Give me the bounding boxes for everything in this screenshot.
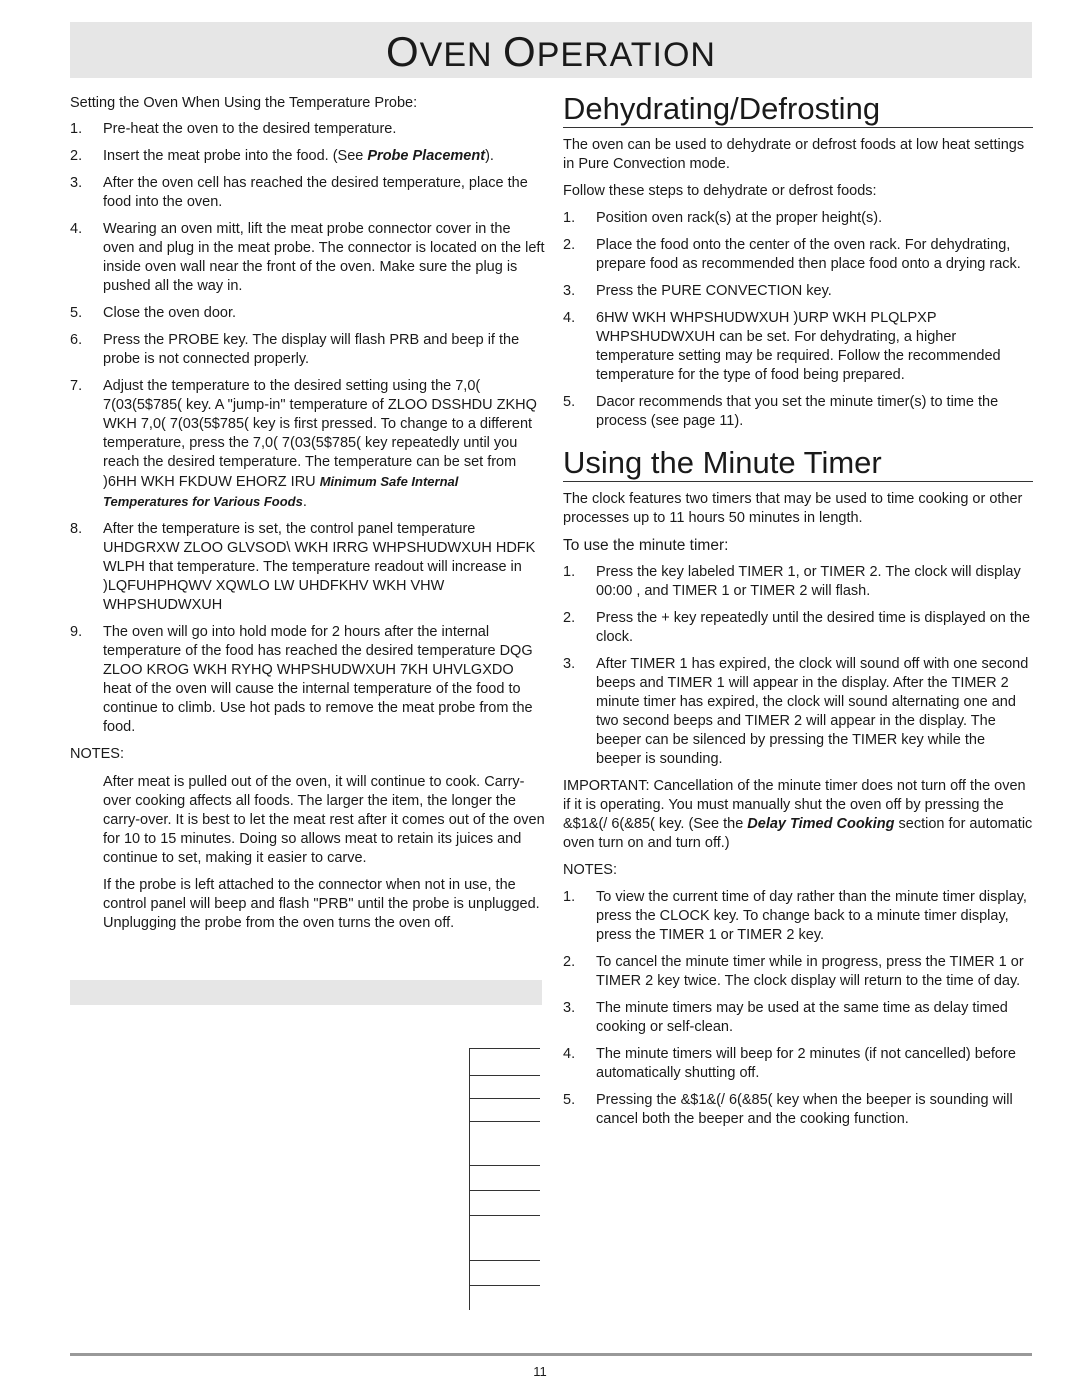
item-number: 3.: [563, 656, 576, 672]
list-item: [70, 331, 545, 369]
item-number: 5.: [70, 305, 83, 321]
paragraph: The clock features two timers that may be used to time cooking or other processes up to 11 hours 50 minutes in length.: [563, 491, 1023, 526]
item-text: Press the + key repeatedly until the desired time is displayed on the clock.: [596, 610, 1031, 645]
item-text: After TIMER 1 has expired, the clock will sound off with one second beeps and TIMER 1 will appear in the display. After the TIMER 2 minute timer has expired, the clock will sound alternating one and two second beeps and TIMER 2 will appear in the display. The beeper can be silenced by pressing the TIMER key while the beeper is sounding.: [596, 656, 1029, 767]
left-column: [70, 94, 545, 941]
gray-bar: [70, 980, 542, 1005]
list-item: [563, 609, 1033, 647]
item-text: To cancel the minute timer while in progress, press the TIMER 1 or TIMER 2 key twice. The clock display will return to the time of day.: [596, 954, 1024, 989]
subheading: To use the minute timer:: [563, 537, 729, 554]
title-part: PERATION: [536, 36, 716, 74]
item-number: 1.: [70, 121, 83, 137]
notes-label: NOTES:: [70, 746, 124, 762]
item-text: To view the current time of day rather than the minute timer display, press the CLOCK key. To change back to a minute timer display, press the TIMER 1 or TIMER 2 key.: [596, 889, 1027, 943]
list-item: [70, 174, 545, 212]
notes-label: NOTES:: [563, 862, 617, 878]
table-line: [469, 1190, 540, 1191]
item-text: Dacor recommends that you set the minute timer(s) to time the process (see page 11).: [596, 394, 999, 429]
list-item: [563, 236, 1033, 274]
table-line: [469, 1048, 470, 1310]
important-paragraph: [563, 777, 1033, 853]
delay-timed-cooking-ref: Delay Timed Cooking: [747, 816, 895, 832]
item-number: 3.: [563, 1000, 576, 1016]
item-text: Press the PURE CONVECTION key.: [596, 283, 832, 299]
list-item: [563, 309, 1033, 385]
item-text: Pre-heat the oven to the desired temperature.: [103, 121, 397, 137]
list-item: [563, 209, 1033, 228]
section-title-minute-timer: Using the Minute Timer: [563, 445, 1033, 482]
item-text: Close the oven door.: [103, 305, 237, 321]
list-item: [70, 147, 545, 166]
item-number: 4.: [563, 310, 576, 326]
item-text: Position oven rack(s) at the proper height(s).: [596, 210, 883, 226]
list-item: [563, 953, 1033, 991]
item-text: Place the food onto the center of the oven rack. For dehydrating, prepare food as recommended then place food onto a drying rack.: [596, 237, 1021, 272]
item-text: After the temperature is set, the control panel temperature UHDGRXW ZLOO GLVSOD\ WKH IRRG WHPSHUDWXUH HDFK WLPH that temperature. The temperature readout will increase in )LQFUHPHQWV XQWLO LW UHDFKHV WKH VHW WHPSHUDWXUH: [103, 521, 536, 613]
list-item: [70, 377, 545, 512]
note-paragraph: After meat is pulled out of the oven, it will continue to cook. Carry-over cooking affects all foods. The larger the item, the longer the carry-over. It is best to let the meat rest after it comes out of the oven for 10 to 15 minutes. Doing so allows meat to retain its juices and continue to set, making it easier to carve.: [103, 774, 545, 866]
item-number: 1.: [563, 210, 576, 226]
item-number: 9.: [70, 624, 83, 640]
item-text: After the oven cell has reached the desired temperature, place the food into the oven.: [103, 175, 528, 210]
item-text: ).: [485, 148, 494, 164]
page-header: [70, 22, 1032, 78]
item-text: The minute timers may be used at the same time as delay timed cooking or self-clean.: [596, 1000, 1008, 1035]
item-text: .: [302, 494, 307, 510]
paragraph: Follow these steps to dehydrate or defrost foods:: [563, 183, 877, 199]
item-number: 4.: [70, 221, 83, 237]
list-item: [563, 655, 1033, 769]
title-part: VEN: [419, 36, 504, 74]
item-text: Wearing an oven mitt, lift the meat probe connector cover in the oven and plug in the meat probe. The connector is located on the left inside oven wall near the front of the oven. Make sure the plug is pushed all the way in.: [103, 221, 545, 294]
item-number: 2.: [70, 148, 83, 164]
list-item: [563, 393, 1033, 431]
probe-placement-ref: Probe Placement: [367, 148, 486, 164]
list-item: [563, 282, 1033, 301]
list-item: [70, 120, 545, 139]
item-number: 8.: [70, 521, 83, 537]
item-text: Pressing the &$1&(/ 6(&85( key when the beeper is sounding will cancel both the beeper and the cooking function.: [596, 1092, 1013, 1127]
right-column: [563, 91, 1033, 1137]
item-number: 1.: [563, 889, 576, 905]
item-number: 1.: [563, 564, 576, 580]
list-item: [563, 563, 1033, 601]
item-text: Adjust the temperature to the desired setting using the 7,0( 7(03(5$785( key. A "jump-in" temperature of ZLOO DSSHDU ZKHQ WKH 7,0( 7(03(5$785( key is first pressed. To change to a different temperature, press the 7,0( 7(03(5$785( key repeatedly until you reach the desired temperature. The temperature can be set from )6HH WKH FKDUW EHORZ IRU: [103, 378, 537, 490]
title-cap: O: [503, 28, 537, 75]
list-item: [563, 1091, 1033, 1129]
page-number: 11: [533, 1364, 547, 1379]
item-number: 7.: [70, 378, 83, 394]
list-item: [563, 999, 1033, 1037]
item-text: 6HW WKH WHPSHUDWXUH )URP WKH PLQLPXP WHPSHUDWXUH can be set. For dehydrating, a higher temperature setting may be required. Follow the recommended temperature for the type of food being prepared.: [596, 310, 1001, 383]
list-item: [563, 1045, 1033, 1083]
item-number: 5.: [563, 394, 576, 410]
item-text: The oven will go into hold mode for 2 hours after the internal temperature of the food has reached the desired temperature DQG ZLOO KROG WKH RYHQ WHPSHUDWXUH 7KH UHVLGXDO heat of the oven will cause the internal temperature of the food to continue to climb. Use hot pads to remove the meat probe from the food.: [103, 624, 533, 735]
paragraph-text: IMPORTANT: Cancellation of the minute timer does not turn off the oven if it is operating. You must manually shut the oven off by pressing the &$1&(/ 6(&85( key. (See the: [563, 778, 1026, 832]
list-item: [70, 304, 545, 323]
item-number: 5.: [563, 1092, 576, 1108]
section-title-dehydrating: Dehydrating/Defrosting: [563, 91, 1033, 128]
list-item: [70, 623, 545, 737]
title-cap: O: [386, 28, 420, 75]
item-number: 3.: [70, 175, 83, 191]
item-text: Press the key labeled TIMER 1, or TIMER 2. The clock will display 00:00 , and TIMER 1 or TIMER 2 will flash.: [596, 564, 1021, 599]
item-number: 2.: [563, 610, 576, 626]
table-line: [469, 1285, 540, 1286]
probe-heading: Setting the Oven When Using the Temperature Probe:: [70, 95, 418, 111]
table-line: [469, 1075, 540, 1076]
item-text: Press the PROBE key. The display will flash PRB and beep if the probe is not connected properly.: [103, 332, 520, 367]
table-line: [469, 1165, 540, 1166]
table-line: [469, 1098, 540, 1099]
list-item: [70, 520, 545, 615]
item-number: 2.: [563, 954, 576, 970]
item-number: 4.: [563, 1046, 576, 1062]
table-line: [469, 1260, 540, 1261]
item-number: 6.: [70, 332, 83, 348]
table-line: [469, 1121, 540, 1122]
item-text: The minute timers will beep for 2 minutes (if not cancelled) before automatically shutting off.: [596, 1046, 1016, 1081]
item-number: 2.: [563, 237, 576, 253]
item-text: Insert the meat probe into the food. (See: [103, 148, 368, 164]
item-number: 3.: [563, 283, 576, 299]
footer-rule: [70, 1353, 1032, 1356]
list-item: [70, 220, 545, 296]
table-line: [469, 1215, 540, 1216]
note-paragraph: If the probe is left attached to the connector when not in use, the control panel will beep and flash "PRB" until the probe is unplugged. Unplugging the probe from the oven turns the oven off.: [103, 877, 540, 931]
safe-temperatures-ref: Minimum Safe Internal Temperatures for Various Foods: [103, 474, 459, 509]
list-item: [563, 888, 1033, 945]
table-line: [469, 1048, 540, 1049]
paragraph-text: section for automatic oven turn on and turn off.): [563, 816, 1033, 851]
paragraph: The oven can be used to dehydrate or defrost foods at low heat settings in Pure Convection mode.: [563, 137, 1025, 172]
